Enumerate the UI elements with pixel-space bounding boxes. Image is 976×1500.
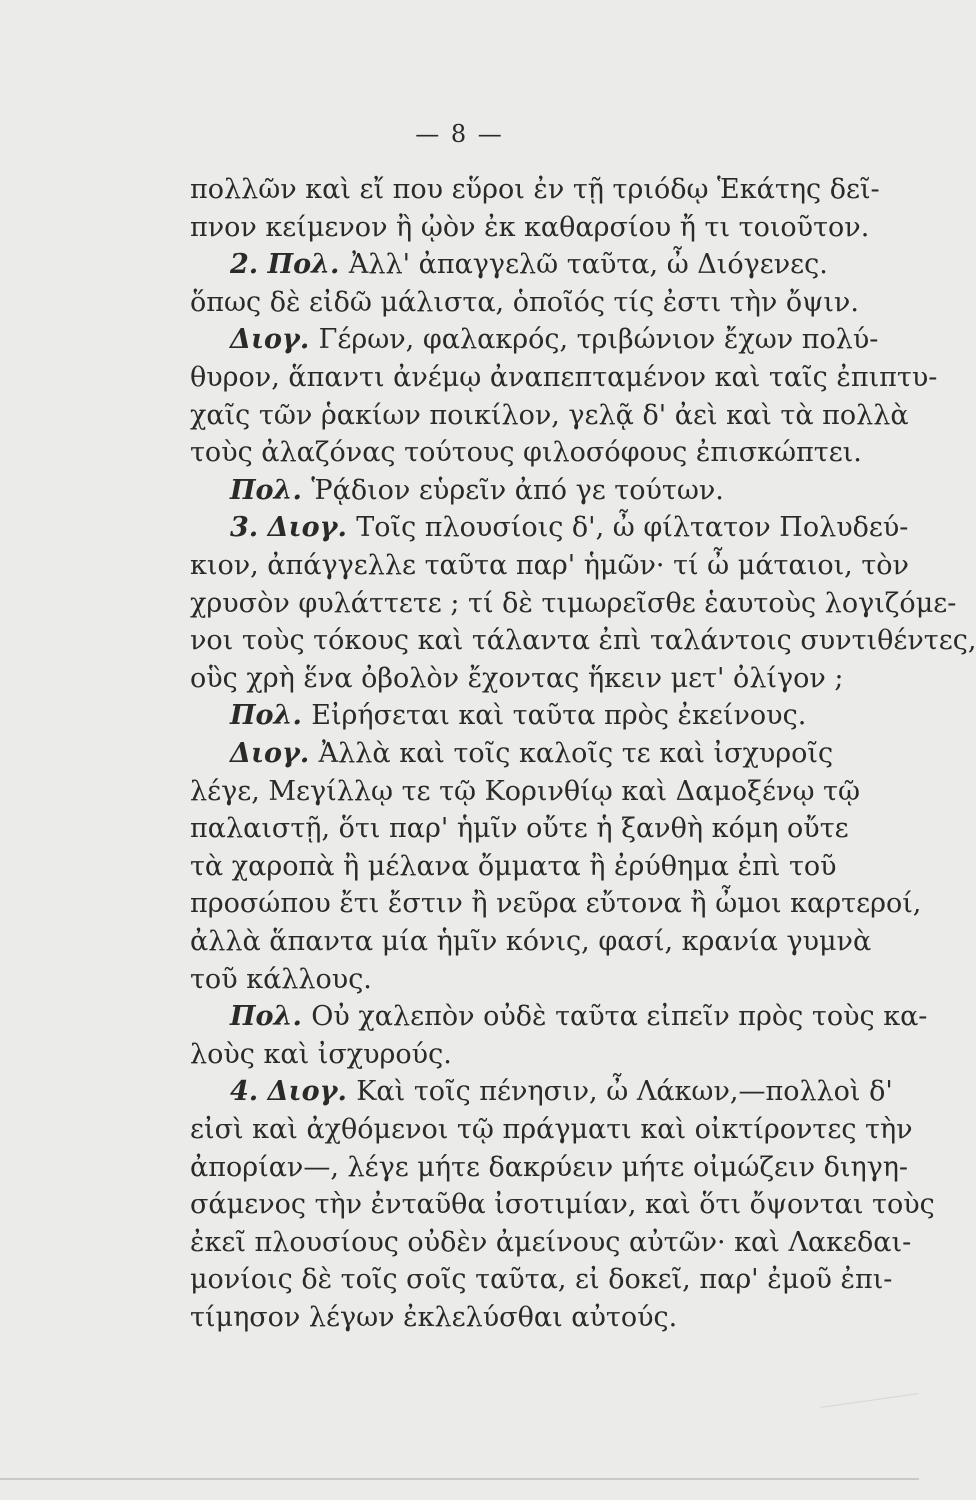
line-text: τὰ χαροπὰ ἢ μέλανα ὄμματα ἢ ἐρύθημα ἐπὶ τοῦ [190, 850, 837, 882]
line-text: νοι τοὺς τόκους καὶ τάλαντα ἐπὶ ταλάντοις συντιθέντες, [190, 625, 976, 657]
text-line [190, 172, 882, 208]
line-text: τίμησον λέγων ἐκλελύσθαι αὐτούς. [190, 1302, 678, 1333]
line-text: Οὐ χαλεπὸν οὐδὲ ταῦτα εἰπεῖν πρὸς τοὺς κα- [311, 1001, 928, 1033]
text-line [190, 210, 882, 246]
text-line [190, 1262, 893, 1298]
line-text: Ῥᾴδιον εὑρεῖν ἀπό γε τούτων. [311, 474, 724, 506]
line-text: πολλῶν καὶ εἴ που εὕροι ἐν τῇ τριόδῳ Ἑκάτης δεῖ- [190, 174, 880, 205]
page-fold-crease [820, 1393, 918, 1408]
line-text: προσώπου ἔτι ἔστιν ἢ νεῦρα εὔτονα ἢ ὦμοι καρτεροί, [190, 888, 922, 920]
text-line [190, 962, 882, 998]
line-text: σάμενος τὴν ἐνταῦθα ἰσοτιμίαν, καὶ ὅτι ὄψονται τοὺς [190, 1189, 935, 1221]
page-fold-line [0, 1478, 919, 1480]
line-text: Ἀλλ' ἀπαγγελῶ ταῦτα, ὦ Διόγενες. [348, 249, 828, 281]
line-text: Γέρων, φαλακρός, τριβώνιον ἔχων πολύ- [318, 324, 879, 356]
line-text: θυρον, ἅπαντι ἀνέμῳ ἀναπεπταμένον καὶ ταῖς ἐπιπτυ- [190, 362, 938, 393]
line-text: παλαιστῇ, ὅτι παρ' ἡμῖν οὔτε ἡ ξανθὴ κόμη οὔτε [190, 813, 849, 845]
speaker-label: Πολ. [230, 474, 312, 506]
line-text: Καὶ τοῖς πένησιν, ὦ Λάκων,—πολλοὶ δ' [356, 1076, 893, 1108]
line-text: εἰσὶ καὶ ἀχθόμενοι τῷ πράγματι καὶ οἰκτίροντες τὴν [190, 1114, 913, 1145]
text-line [190, 1112, 913, 1148]
line-text: ὅπως δὲ εἰδῶ μάλιστα, ὁποῖός τίς ἐστι τὴν ὄψιν. [190, 286, 859, 318]
speaker-label: Διογ. [267, 512, 357, 544]
speaker-label: Πολ. [230, 1001, 312, 1033]
text-line [190, 924, 882, 960]
section-number: 4. [230, 1076, 268, 1108]
text-line [190, 661, 882, 697]
text-line [190, 849, 882, 885]
speaker-label: Πολ. [267, 249, 349, 281]
line-text: χαῖς τῶν ῥακίων ποικίλον, γελᾷ δ' ἀεὶ καὶ τὰ πολλὰ [190, 399, 909, 431]
line-text: κιον, ἀπάγγελλε ταῦτα παρ' ἡμῶν· τί ὦ μάταιοι, τὸν [190, 550, 909, 581]
text-line [190, 736, 922, 772]
text-line [190, 398, 909, 434]
section-number: 2. [230, 249, 268, 281]
line-text: τοὺς ἀλαζόνας τούτους φιλοσόφους ἐπισκώπτει. [190, 437, 862, 469]
speaker-label: Διογ. [267, 1076, 357, 1108]
line-text: λέγε, Μεγίλλῳ τε τῷ Κορινθίῳ καὶ Δαμοξένῳ τῷ [190, 775, 860, 807]
line-text: χρυσὸν φυλάττετε ; τί δὲ τιμωρεῖσθε ἑαυτοὺς λογιζόμε- [190, 587, 957, 619]
text-line [190, 774, 882, 810]
line-text: Ἀλλὰ καὶ τοῖς καλοῖς τε καὶ ἰσχυροῖς [318, 738, 834, 769]
text-line [190, 1074, 922, 1110]
text-line [190, 811, 882, 847]
line-text: Εἰρήσεται καὶ ταῦτα πρὸς ἐκείνους. [311, 700, 807, 732]
line-text: λοὺς καὶ ἰσχυρούς. [190, 1038, 452, 1070]
text-line [190, 1150, 909, 1186]
text-line [190, 1037, 882, 1073]
line-text: μονίοις δὲ τοῖς σοῖς ταῦτα, εἰ δοκεῖ, παρ' ἐμοῦ ἐπι- [190, 1264, 893, 1296]
line-text: Τοῖς πλουσίοις δ', ὦ φίλτατον Πολυδεύ- [356, 512, 909, 544]
page-number: — 8 — [415, 120, 504, 148]
text-line [190, 1187, 935, 1223]
text-line [190, 1225, 912, 1261]
speaker-label: Διογ. [230, 324, 319, 356]
text-line [190, 360, 938, 396]
line-text: ἐκεῖ πλουσίους οὐδὲν ἀμείνους αὐτῶν· καὶ Λακεδαι- [190, 1226, 912, 1258]
line-text: ἀπορίαν—, λέγε μήτε δακρύειν μήτε οἰμώζειν διηγη- [190, 1151, 909, 1183]
line-text: ἀλλὰ ἅπαντα μία ἡμῖν κόνις, φασί, κρανία γυμνὰ [190, 926, 872, 957]
text-line [190, 698, 922, 734]
text-line [190, 1300, 882, 1336]
text-line [190, 473, 922, 509]
text-line [190, 623, 976, 659]
text-line [190, 510, 922, 546]
text-line [190, 548, 909, 584]
speaker-label: Πολ. [230, 700, 312, 732]
text-line [190, 435, 882, 471]
speaker-label: Διογ. [230, 738, 319, 769]
text-line [190, 285, 882, 321]
text-line [190, 999, 928, 1035]
line-text: πνον κείμενον ἢ ᾠὸν ἐκ καθαρσίου ἤ τι τοιοῦτον. [190, 211, 870, 243]
section-number: 3. [230, 512, 268, 544]
line-text: οὓς χρὴ ἕνα ὀβολὸν ἔχοντας ἥκειν μετ' ὀλίγον ; [190, 662, 844, 694]
text-line [190, 247, 922, 283]
text-line [190, 586, 957, 622]
line-text: τοῦ κάλλους. [190, 963, 372, 995]
text-line [190, 886, 922, 922]
text-line [190, 322, 922, 358]
